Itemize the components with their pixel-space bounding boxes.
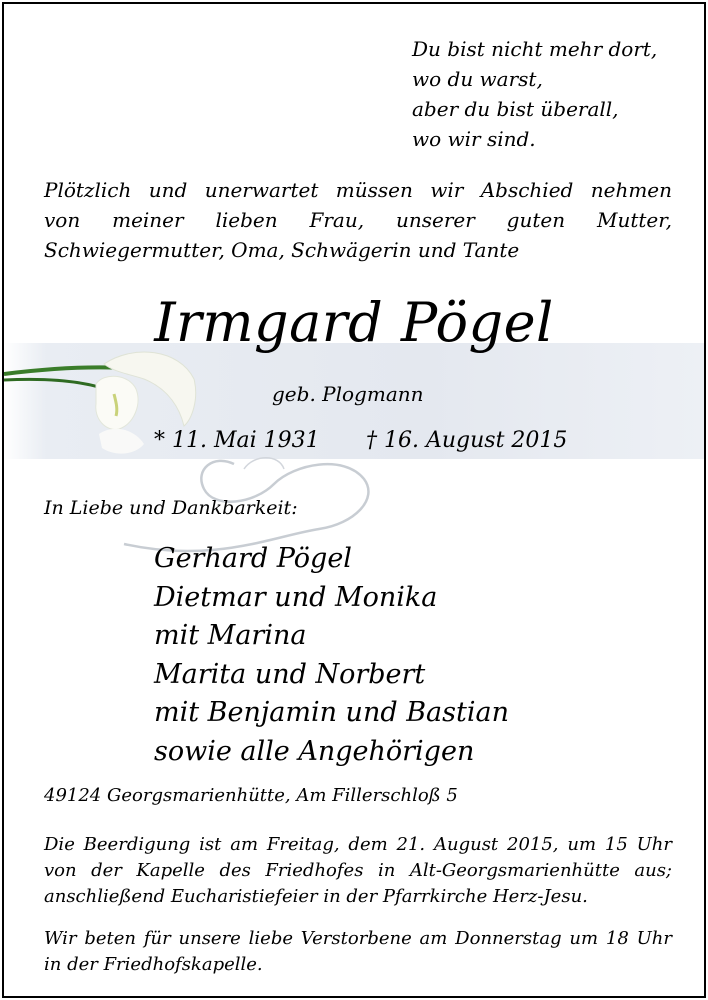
family-member: Dietmar und Monika (154, 581, 438, 613)
death-date: † 16. August 2015 (366, 428, 568, 453)
funeral-info (44, 832, 672, 910)
family-list (154, 540, 509, 771)
poem-line: Du bist nicht mehr dort, (412, 37, 658, 61)
address: 49124 Georgsmarienhütte, Am Fillerschloß 5 (44, 785, 458, 806)
birth-date: * 11. Mai 1931 (154, 428, 320, 453)
intro-line: Plötzlich und unerwartet müssen wir Abschied nehmen (44, 178, 672, 202)
dedication: In Liebe und Dankbarkeit: (44, 497, 298, 519)
poem (412, 34, 702, 154)
family-member: Gerhard Pögel (154, 543, 352, 574)
poem-line: wo wir sind. (412, 127, 536, 151)
obituary-notice (2, 2, 706, 998)
family-member: mit Benjamin und Bastian (154, 697, 509, 728)
prayer-line: Wir beten für unsere liebe Verstorbene am Donnerstag um 18 Uhr (44, 928, 672, 949)
prayer-info (44, 926, 672, 978)
poem-line: wo du warst, (412, 67, 543, 91)
intro-text (44, 175, 672, 265)
family-member: Marita und Norbert (154, 658, 426, 690)
intro-line: Schwiegermutter, Oma, Schwägerin und Tante (44, 238, 520, 262)
prayer-line: in der Friedhofskapelle. (44, 954, 263, 975)
intro-line: von meiner lieben Frau, unserer guten Mutter, (44, 208, 672, 232)
poem-line: aber du bist überall, (412, 97, 619, 121)
birth-name: geb. Plogmann (272, 382, 424, 406)
funeral-line: von der Kapelle des Friedhofes in Alt-Georgsmarienhütte aus; (44, 860, 672, 881)
funeral-line: Die Beerdigung ist am Freitag, dem 21. August 2015, um 15 Uhr (44, 834, 672, 855)
family-member: mit Marina (154, 620, 307, 651)
deceased-name: Irmgard Pögel (154, 291, 554, 354)
funeral-line: anschließend Eucharistiefeier in der Pfarrkirche Herz-Jesu. (44, 886, 588, 907)
family-member: sowie alle Angehörigen (154, 735, 475, 767)
